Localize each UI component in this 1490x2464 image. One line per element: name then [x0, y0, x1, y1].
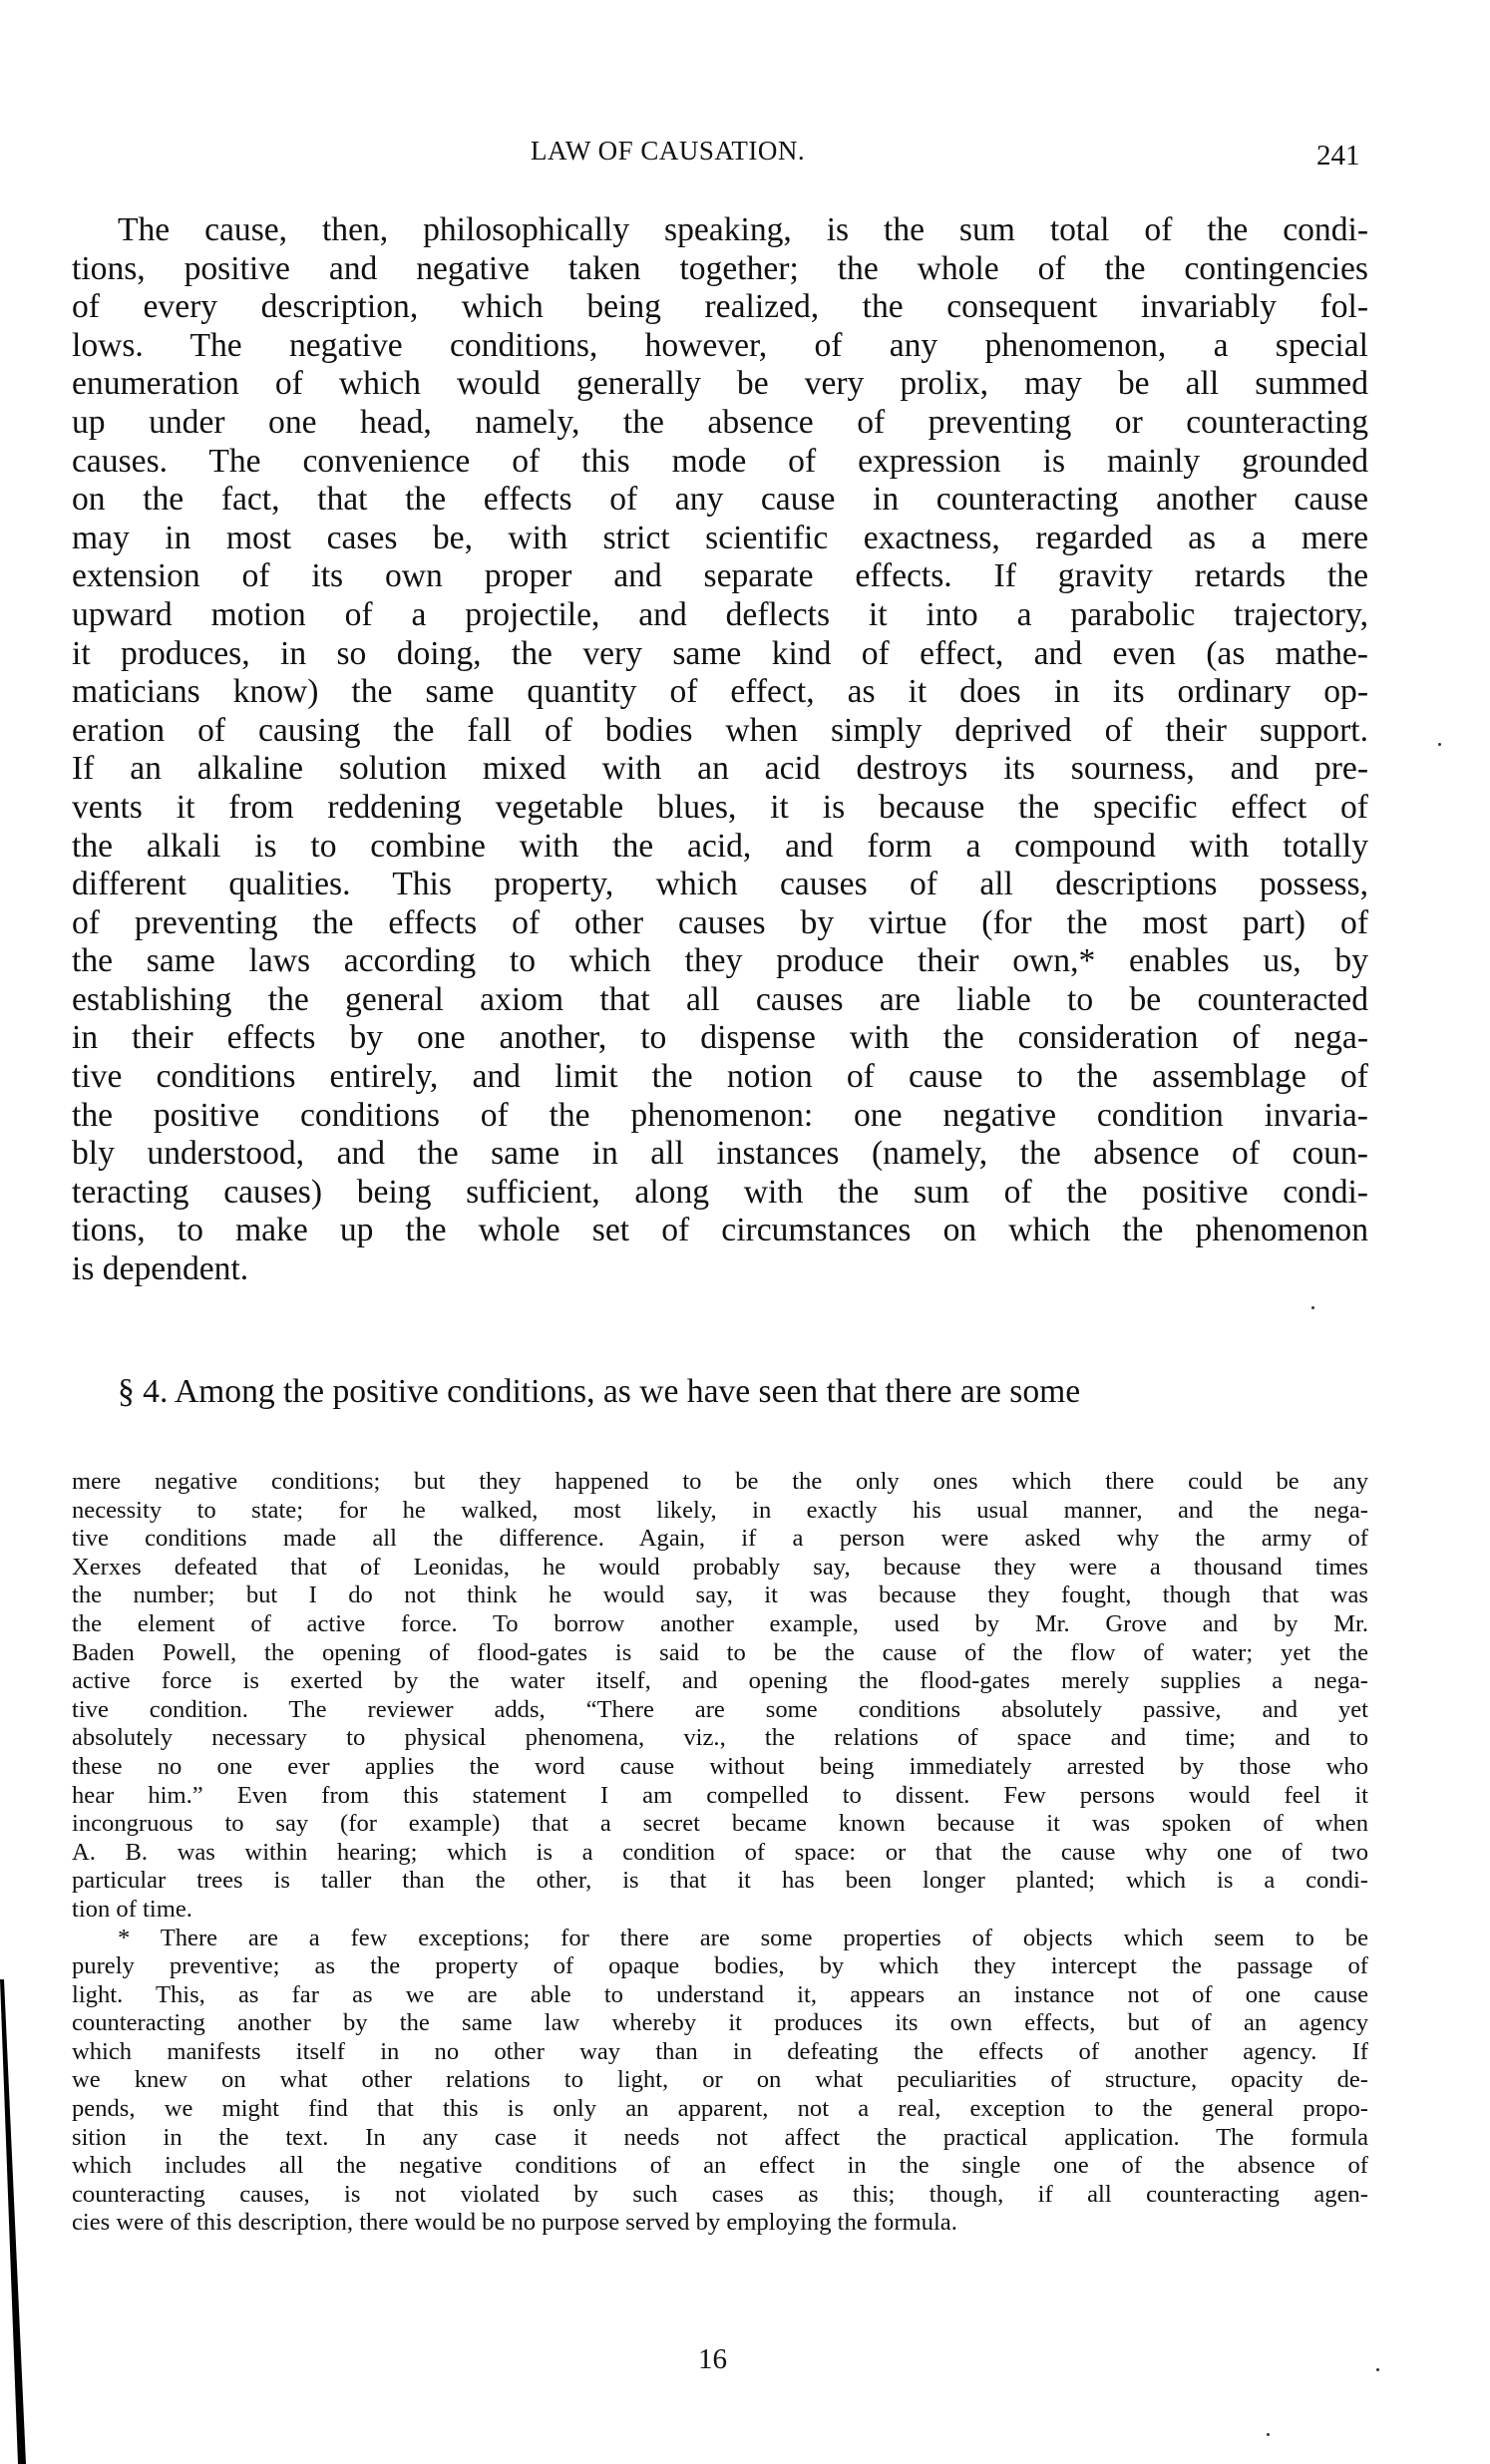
- text-line: in their effects by one another, to dispense with the consideration of nega-: [72, 1019, 1368, 1057]
- note-line: incongruous to say (for example) that a secret became known because it was spoken of when: [72, 1810, 1368, 1838]
- footnote-line: counteracting another by the same law whereby it produces its own effects, but of an agency: [72, 2009, 1368, 2037]
- note-line: the element of active force. To borrow another example, used by Mr. Grove and by Mr.: [72, 1609, 1368, 1637]
- note-line: Baden Powell, the opening of flood-gates is said to be the cause of the flow of water; yet the: [72, 1638, 1368, 1666]
- text-line: on the fact, that the effects of any cause in counteracting another cause: [72, 481, 1368, 519]
- footnote-line: purely preventive; as the property of opaque bodies, by which they intercept the passage of: [72, 1952, 1368, 1980]
- scan-speck: [1376, 2368, 1379, 2371]
- note-line: tion of time.: [72, 1895, 192, 1923]
- text-line: vents it from reddening vegetable blues, it is because the specific effect of: [72, 788, 1368, 826]
- text-line: enumeration of which would generally be very prolix, may be all summed: [72, 365, 1368, 403]
- page-edge-bar: [0, 1979, 26, 2464]
- footnote-line: counteracting causes, is not violated by such cases as this; though, if all counteracting agen-: [72, 2180, 1368, 2208]
- signature-mark: 16: [698, 2343, 727, 2375]
- footnote: [72, 1925, 1368, 2239]
- text-line: The cause, then, philosophically speaking, is the sum total of the condi-: [118, 211, 1368, 248]
- footnote-line: which manifests itself in no other way than in defeating the effects of another agency. If: [72, 2037, 1368, 2065]
- footnote-line: cies were of this description, there would be no purpose served by employing the formula.: [72, 2209, 957, 2237]
- scan-speck: [1311, 1306, 1314, 1309]
- note-line: Xerxes defeated that of Leonidas, he would probably say, because they were a thousand times: [72, 1553, 1368, 1581]
- text-line: lows. The negative conditions, however, of any phenomenon, a special: [72, 326, 1368, 364]
- footnote-line: pends, we might find that this is only an apparent, not a real, exception to the general propo-: [72, 2095, 1368, 2123]
- continued-note: [72, 1468, 1368, 1925]
- note-line: necessity to state; for he walked, most likely, in exactly his usual manner, and the nega-: [72, 1496, 1368, 1524]
- note-line: mere negative conditions; but they happened to be the only ones which there could be any: [72, 1468, 1368, 1495]
- text-line: If an alkaline solution mixed with an acid destroys its sourness, and pre-: [72, 750, 1368, 788]
- text-line: tions, positive and negative taken together; the whole of the contingencies: [72, 249, 1368, 287]
- note-line: particular trees is taller than the other, is that it has been longer planted; which is a condi-: [72, 1867, 1368, 1895]
- footnote-line: light. This, as far as we are able to understand it, appears an instance not of one cause: [72, 1980, 1368, 2008]
- running-title: LAW OF CAUSATION.: [531, 136, 806, 166]
- text-line: causes. The convenience of this mode of expression is mainly grounded: [72, 442, 1368, 480]
- note-line: the number; but I do not think he would say, it was because they fought, though that was: [72, 1582, 1368, 1609]
- text-line: of preventing the effects of other causes by virtue (for the most part) of: [72, 903, 1368, 941]
- scan-speck: [1267, 2433, 1270, 2436]
- main-paragraph: [72, 211, 1368, 1289]
- text-line: tive conditions entirely, and limit the notion of cause to the assemblage of: [72, 1058, 1368, 1096]
- scan-speck: [1438, 743, 1441, 746]
- text-line: the alkali is to combine with the acid, and form a compound with totally: [72, 827, 1368, 865]
- footnote-line: * There are a few exceptions; for there are some properties of objects which seem to be: [118, 1924, 1368, 1951]
- text-line: may in most cases be, with strict scientific exactness, regarded as a mere: [72, 519, 1368, 556]
- text-line: eration of causing the fall of bodies when simply deprived of their support.: [72, 711, 1368, 749]
- note-line: absolutely necessary to physical phenomena, viz., the relations of space and time; and to: [72, 1724, 1368, 1752]
- note-line: tive conditions made all the difference. Again, if a person were asked why the army of: [72, 1525, 1368, 1553]
- text-line: maticians know) the same quantity of effect, as it does in its ordinary op-: [72, 673, 1368, 711]
- text-line: up under one head, namely, the absence of preventing or counteracting: [72, 403, 1368, 441]
- text-line: the positive conditions of the phenomenon: one negative condition invaria-: [72, 1096, 1368, 1134]
- footnote-line: which includes all the negative conditions of an effect in the single one of the absence of: [72, 2152, 1368, 2180]
- note-line: tive condition. The reviewer adds, “There are some conditions absolutely passive, and yet: [72, 1695, 1368, 1723]
- text-line: bly understood, and the same in all instances (namely, the absence of coun-: [72, 1135, 1368, 1173]
- section-4-text: § 4. Among the positive conditions, as we have seen that there are some: [118, 1373, 1081, 1410]
- text-line: it produces, in so doing, the very same kind of effect, and even (as mathe-: [72, 634, 1368, 672]
- page-edge-shadow: [0, 1979, 26, 2464]
- note-line: these no one ever applies the word cause without being immediately arrested by those who: [72, 1752, 1368, 1780]
- text-line: of every description, which being realized, the consequent invariably fol-: [72, 288, 1368, 326]
- running-head: [0, 136, 1490, 176]
- text-line: is dependent.: [72, 1250, 249, 1288]
- note-line: A. B. was within hearing; which is a condition of space: or that the cause why one of two: [72, 1838, 1368, 1866]
- page-number: 241: [1316, 140, 1360, 172]
- notes-area: [72, 1468, 1368, 2238]
- text-line: establishing the general axiom that all causes are liable to be counteracted: [72, 980, 1368, 1018]
- note-line: hear him.” Even from this statement I am compelled to dissent. Few persons would feel it: [72, 1781, 1368, 1809]
- footnote-line: we knew on what other relations to light, or on what peculiarities of structure, opacity de-: [72, 2066, 1368, 2094]
- text-line: tions, to make up the whole set of circumstances on which the phenomenon: [72, 1212, 1368, 1249]
- note-line: active force is exerted by the water itself, and opening the flood-gates merely supplies a nega-: [72, 1667, 1368, 1695]
- section-4-opening: [72, 1373, 1368, 1412]
- text-line: the same laws according to which they produce their own,* enables us, by: [72, 942, 1368, 980]
- text-line: extension of its own proper and separate effects. If gravity retards the: [72, 557, 1368, 595]
- footnote-line: sition in the text. In any case it needs not affect the practical application. The formula: [72, 2123, 1368, 2151]
- text-line: upward motion of a projectile, and deflects it into a parabolic trajectory,: [72, 595, 1368, 633]
- text-line: teracting causes) being sufficient, along with the sum of the positive condi-: [72, 1173, 1368, 1211]
- text-line: different qualities. This property, which causes of all descriptions possess,: [72, 866, 1368, 903]
